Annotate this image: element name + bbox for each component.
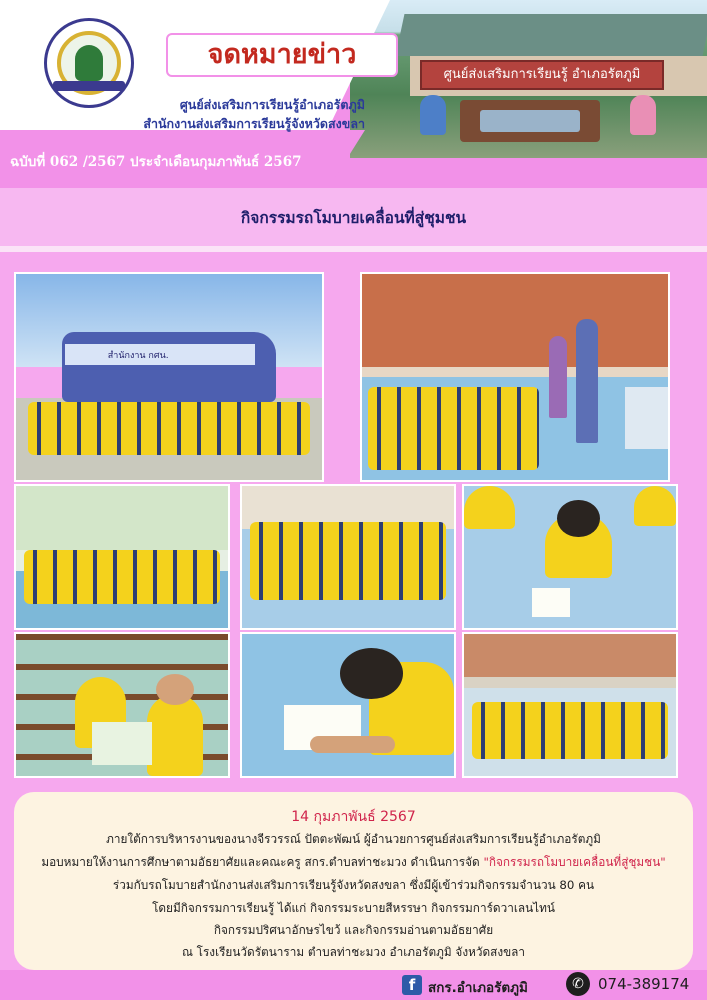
statue-girl	[630, 95, 656, 135]
issue-number: ฉบับที่ 062 /2567 ประจำเดือนกุมภาพันธ์ 2567	[10, 154, 302, 170]
photo-reading-library	[14, 632, 230, 778]
body-line-5: กิจกรรมปริศนาอักษรไขว้ และกิจกรรมอ่านตามอัธยาศัย	[213, 923, 494, 937]
body-line-2-text: มอบหมายให้งานการศึกษาตามอัธยาศัยและคณะครู สกร.ตำบลท่าชะมวง ดำเนินการจัด	[41, 855, 484, 869]
mobile-bus	[62, 332, 276, 402]
photo-classroom-group	[462, 632, 678, 778]
photo-coloring-activity	[462, 484, 678, 630]
photo-teacher-speaking	[360, 272, 670, 482]
header-photo	[350, 0, 707, 158]
body-line-4: โดยมีกิจกรรมการเรียนรู้ ได้แก่ กิจกรรมระบายสีหรรษา กิจกรรมการ์ดวาเลนไทน์	[152, 901, 555, 915]
photo-bus-group	[14, 272, 324, 482]
facebook-page-link[interactable]: สกร.อำเภอรัตภูมิ	[428, 980, 528, 996]
activity-title: กิจกรรมรถโมบายเคลื่อนที่สู่ชุมชน	[240, 209, 467, 227]
facebook-icon[interactable]: f	[402, 975, 422, 995]
phone-icon: ✆	[566, 972, 590, 996]
body-line-2	[0, 853, 707, 872]
body-line-3: ร่วมกับรถโมบายสำนักงานส่งเสริมการเรียนรู้จังหวัดสงขลา ซึ่งมีผู้เข้าร่วมกิจกรรมจำนวน 80 คน	[112, 878, 595, 892]
header	[0, 0, 707, 188]
body-line-6: ณ โรงเรียนวัดรัตนาราม ตำบลท่าชะมวง อำเภอรัตภูมิ จังหวัดสงขลา	[181, 945, 526, 959]
emblem-icon	[75, 45, 103, 81]
photo-students-seated-1	[14, 484, 230, 630]
statue-boy	[420, 95, 446, 135]
phone-number[interactable]: 074-389174	[598, 975, 690, 993]
divider	[0, 246, 707, 252]
newsletter-title: จดหมายข่าว	[166, 33, 398, 77]
photo-students-seated-2	[240, 484, 456, 630]
org-name-province: สำนักงานส่งเสริมการเรียนรู้จังหวัดสงขลา	[143, 116, 365, 131]
org-name-district: ศูนย์ส่งเสริมการเรียนรู้อำเภอรัตภูมิ	[179, 97, 365, 112]
bus-sign: สำนักงาน กศน.	[107, 351, 169, 362]
activity-name-highlight: "กิจกรรมรถโมบายเคลื่อนที่สู่ชุมชน"	[483, 855, 666, 869]
header-photo-sign: ศูนย์ส่งเสริมการเรียนรู้ อำเภอรัตภูมิ	[420, 60, 664, 90]
photo-writing-activity	[240, 632, 456, 778]
event-date: 14 กุมภาพันธ์ 2567	[291, 809, 416, 825]
body-line-1: ภายใต้การบริหารงานของนางจีรวรรณ์ ปัตตะพัฒน์ ผู้อำนวยการศูนย์ส่งเสริมการเรียนรู้อำเภอรัตภูมิ	[106, 832, 601, 846]
